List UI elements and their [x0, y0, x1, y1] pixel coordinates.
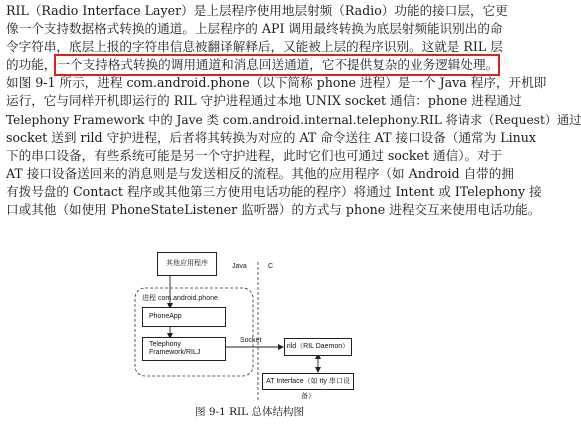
paragraph-line-2: 像一个支持数据格式转换的通道。上层程序的 API 调用最终转换为底层射频能识别出的命 [6, 21, 503, 37]
paragraph-line-3: 令字符串，底层上报的字符串信息被翻译解释后，又能被上层的程序识别。这就是 RIL 层 [6, 39, 503, 55]
other-apps-label: 其他应用程序 [166, 260, 208, 267]
at-interface-box [262, 373, 354, 400]
at-interface-label: AT Interface（如 tty 串口设备） [266, 378, 350, 400]
paragraph-line-9: 下的串口设备，有些系统可能是另一个守护进程，此时它们也可通过 socket 通信）。对于 [6, 147, 503, 163]
rild-label: rild（RIL Daemon） [286, 343, 350, 350]
other-apps-box [157, 252, 217, 276]
figure-caption: 图 9-1 RIL 总体结构图 [195, 406, 304, 418]
phoneapp-label: PhoneApp [149, 313, 182, 320]
socket-label: Socket [240, 337, 262, 344]
paragraph-line-1: RIL（Radio Interface Layer）是上层程序使用地层射频（Radio）功能的接口层，它更 [6, 3, 508, 18]
java-label: Java [232, 263, 247, 270]
highlighted-sentence: 一个支持格式转换的调用通道和消息回送通道，它不提供复杂的业务逻辑处理。 [56, 56, 498, 74]
paragraph-line-6: 运行，它与同样开机即运行的 RIL 守护进程通过本地 UNIX socket 通信：phone 进程通过 [6, 93, 522, 109]
c-label: C [268, 263, 274, 270]
paragraph-line-8: socket 送到 rild 守护进程，后者将其转换为对应的 AT 命令送往 AT 接口设备（通常为 Linux [6, 129, 536, 145]
paragraph-line-10: AT 接口设备送回来的消息则是与发送相反的流程。其他的应用程序（如 Android 自带的拥 [6, 165, 514, 181]
paragraph-line-4-lead: 的功能， [6, 57, 57, 73]
paragraph-line-12: 口或其他（如使用 PhoneStateListener 监听器）的方式与 phone 进程交互来使用电话功能。 [6, 202, 541, 218]
paragraph-line-7: Telephony Framework 中的 Jave 类 com.android.internal.telephony.RIL 将请求（Request）通过 [6, 112, 581, 127]
telephony-framework-box [142, 337, 226, 361]
paragraph-line-11: 有拨号盘的 Contact 程序或其他第三方使用电话功能的程序）将通过 Intent 或 ITelephony 接 [6, 183, 542, 199]
rild-box [284, 338, 352, 356]
telephony-label-1: Telephony [149, 341, 181, 348]
phoneapp-box [142, 307, 226, 327]
telephony-label-2: Framework/RILJ [149, 349, 201, 356]
process-label: 进程 com.android.phone [142, 295, 218, 302]
paragraph-line-5: 如图 9-1 所示，进程 com.android.phone（以下简称 phone 进程）是一个 Java 程序，开机即 [6, 75, 547, 91]
